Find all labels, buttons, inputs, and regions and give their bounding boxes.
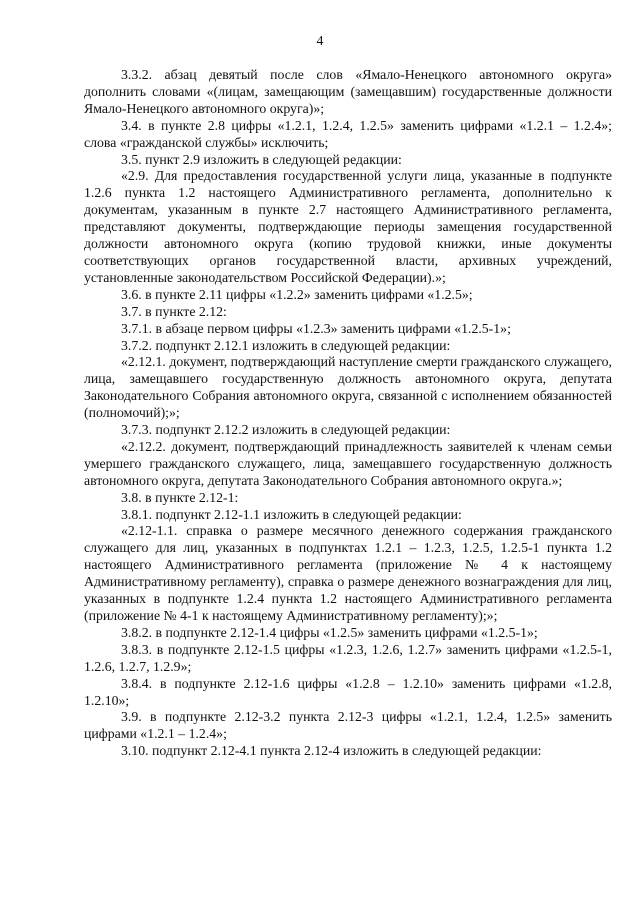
paragraph-3-3-2: 3.3.2. абзац девятый после слов «Ямало-Ненецкого автономного округа» дополнить словами «(лицам, замещающим (замещавшим) государственные должности Ямало-Ненецкого автономного округа)»; <box>84 67 612 116</box>
paragraph-3-8-4: 3.8.4. в подпункте 2.12-1.6 цифры «1.2.8 – 1.2.10» заменить цифрами «1.2.8, 1.2.10»; <box>84 675 612 708</box>
paragraph-3-8-1: 3.8.1. подпункт 2.12-1.1 изложить в следующей редакции: <box>121 506 462 522</box>
paragraph-3-7: 3.7. в пункте 2.12: <box>121 303 227 319</box>
quoted-paragraph-2-9: «2.9. Для предоставления государственной услуги лица, указанные в подпункте 1.2.6 пункта 1.2 настоящего Административного регламента, дополнительно к документам, указанным в пункте 2.7 настоящего Административного регламента, представляют документы, подтверждающие периоды замещения государственной должности автономного округа (копию трудовой книжки, иные документы соответствующих органов государственной власти, архивных учреждений, установленные законодательством Российской Федерации).»; <box>84 168 612 285</box>
paragraph-3-7-1: 3.7.1. в абзаце первом цифры «1.2.3» заменить цифрами «1.2.5-1»; <box>121 320 511 336</box>
document-body <box>84 67 612 760</box>
quoted-paragraph-2-12-1-1: «2.12-1.1. справка о размере месячного денежного содержания гражданского служащего для лиц, указанных в подпунктах 1.2.1 – 1.2.3, 1.2.5, 1.2.5-1 пункта 1.2 настоящего Административного регламента (приложение № 4 к настоящему Административному регламенту), справка о размере денежного вознаграждения для лиц, указанных в подпункте 1.2.4 пункта 1.2 настоящего Административного регламента (приложение № 4-1 к настоящему Административному регламенту);»; <box>84 523 612 623</box>
paragraph-3-8-2: 3.8.2. в подпункте 2.12-1.4 цифры «1.2.5» заменить цифрами «1.2.5-1»; <box>121 624 538 640</box>
paragraph-3-9: 3.9. в подпункте 2.12-3.2 пункта 2.12-3 цифры «1.2.1, 1.2.4, 1.2.5» заменить цифрами «1.2.1 – 1.2.4»; <box>84 709 612 742</box>
paragraph-3-5: 3.5. пункт 2.9 изложить в следующей редакции: <box>121 151 402 167</box>
paragraph-3-7-2: 3.7.2. подпункт 2.12.1 изложить в следующей редакции: <box>121 337 451 353</box>
paragraph-3-10: 3.10. подпункт 2.12-4.1 пункта 2.12-4 изложить в следующей редакции: <box>121 743 542 759</box>
paragraph-3-8-3: 3.8.3. в подпункте 2.12-1.5 цифры «1.2.3, 1.2.6, 1.2.7» заменить цифрами «1.2.5-1, 1.2.6, 1.2.7, 1.2.9»; <box>84 641 612 674</box>
paragraph-3-7-3: 3.7.3. подпункт 2.12.2 изложить в следующей редакции: <box>121 422 451 438</box>
paragraph-3-6: 3.6. в пункте 2.11 цифры «1.2.2» заменить цифрами «1.2.5»; <box>121 286 473 302</box>
quoted-paragraph-2-12-1: «2.12.1. документ, подтверждающий наступление смерти гражданского служащего, лица, замещавшего государственную должность автономного округа, депутата Законодательного Собрания автономного округа, связанной с исполнением обязанностей (полномочий);»; <box>84 354 612 421</box>
page-number: 4 <box>316 33 324 48</box>
quoted-paragraph-2-12-2: «2.12.2. документ, подтверждающий принадлежность заявителей к членам семьи умершего гражданского служащего, лица, замещавшего государственную должность автономного округа, депутата Законодательного Собрания автономного округа.»; <box>84 438 612 488</box>
paragraph-3-8: 3.8. в пункте 2.12-1: <box>121 489 239 505</box>
paragraph-3-4: 3.4. в пункте 2.8 цифры «1.2.1, 1.2.4, 1.2.5» заменить цифрами «1.2.1 – 1.2.4»; слова «гражданской службы» исключить; <box>84 117 612 150</box>
